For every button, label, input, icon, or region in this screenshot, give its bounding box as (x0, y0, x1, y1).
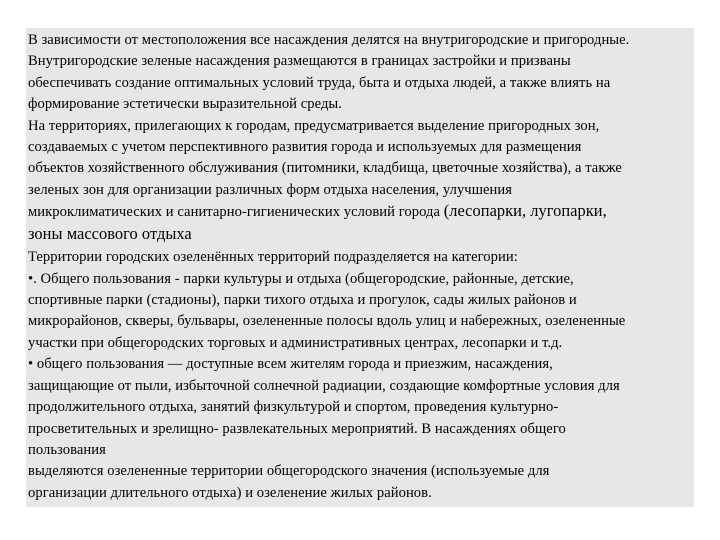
text-line: микрорайонов, скверы, бульвары, озелененные полосы вдоль улиц и набережных, озелененные (28, 313, 626, 330)
text-line: пользования (28, 441, 106, 458)
text-line: зоны массового отдыха (28, 224, 192, 244)
text-line: выделяются озелененные территории общегородского значения (используемые для (28, 463, 550, 480)
text-line: объектов хозяйственного обслуживания (питомники, кладбища, цветочные хозяйства), а также (28, 160, 622, 177)
text-line: организации длительного отдыха) и озеленение жилых районов. (28, 484, 432, 501)
text-line: спортивные парки (стадионы), парки тихого отдыха и прогулок, сады жилых районов и (28, 292, 577, 309)
text-line: создаваемых с учетом перспективного развития города и используемых для размещения (28, 139, 582, 156)
text-line: Территории городских озеленённых территорий подразделяется на категории: (28, 249, 518, 266)
text-line: •. Общего пользования - парки культуры и отдыха (общегородские, районные, детские, (28, 270, 574, 287)
text-line: участки при общегородских торговых и административных центрах, лесопарки и т.д. (28, 334, 563, 351)
text-line: В зависимости от местоположения все насаждения делятся на внутригородские и пригородные. (28, 32, 630, 48)
text-line: • общего пользования — доступные всем жителям города и приезжим, насаждения, (28, 356, 553, 373)
text-line: микроклиматических и санитарно-гигиенических условий города (лесопарки, лугопарки, (28, 201, 607, 221)
text-line: защищающие от пыли, избыточной солнечной радиации, создающие комфортные условия для (28, 377, 620, 394)
text-line: формирование эстетически выразительной среды. (28, 96, 342, 113)
text-line: Внутригородские зеленые насаждения размещаются в границах застройки и призваны (28, 53, 571, 70)
text-line: продолжительного отдыха, занятий физкультурой и спортом, проведения культурно- (28, 399, 559, 416)
text-line: просветительных и зрелищно- развлекательных мероприятий. В насаждениях общего (28, 420, 566, 437)
text-line: зеленых зон для организации различных форм отдыха населения, улучшения (28, 181, 512, 198)
slide-text-box (26, 28, 694, 507)
text-line: обеспечивать создание оптимальных условий труда, быта и отдыха людей, а также влиять на (28, 74, 611, 91)
text-line: На территориях, прилегающих к городам, предусматривается выделение пригородных зон, (28, 117, 600, 134)
